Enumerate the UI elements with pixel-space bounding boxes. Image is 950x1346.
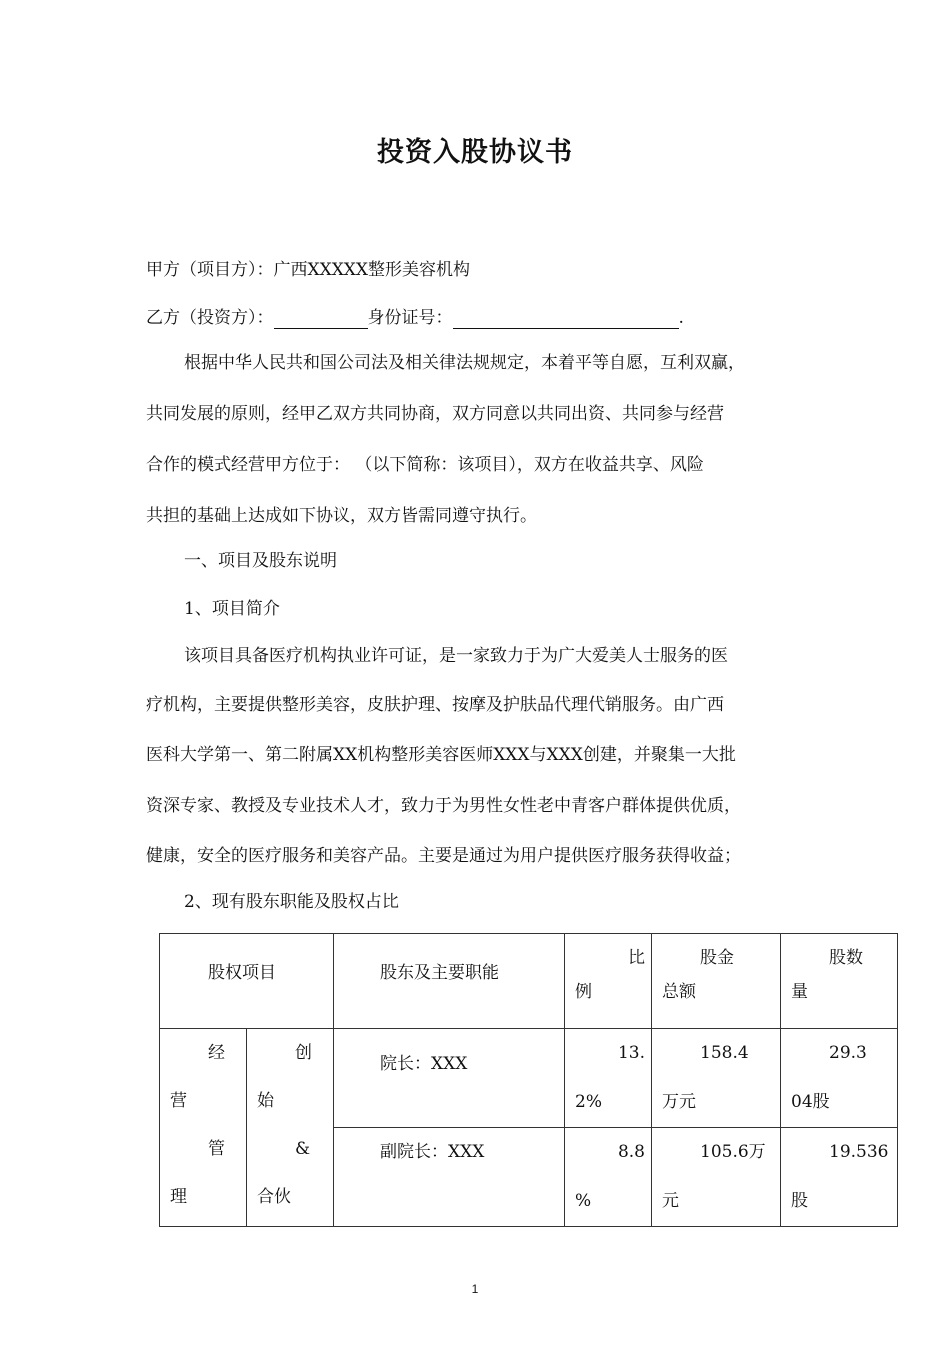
- header-ratio: 比 例: [565, 934, 652, 1029]
- header-equity-item: 股权项目: [160, 934, 334, 1029]
- id-number-label: 身份证号：: [367, 308, 453, 328]
- paragraph-line: 共担的基础上达成如下协议，双方皆需同遵守执行。: [146, 506, 537, 526]
- paragraph-line: 该项目具备医疗机构执业许可证，是一家致力于为广大爱美人士服务的医: [184, 646, 728, 666]
- shareholder-table: [159, 933, 898, 1227]
- subsection-heading: 1、项目简介: [184, 599, 280, 619]
- header-shareholder: 股东及主要职能: [334, 934, 565, 1029]
- amount-cell: 158.4 万元: [652, 1029, 781, 1128]
- amount-cell: 105.6万 元: [652, 1128, 781, 1227]
- party-b-line: [146, 307, 684, 329]
- group-cell-management: 经 营 管 理: [160, 1029, 247, 1227]
- shares-cell: 19.536 股: [781, 1128, 898, 1227]
- party-b-label: 乙方（投资方）：: [146, 308, 274, 328]
- party-a-line: 甲方（项目方）：广西XXXXX整形美容机构: [146, 260, 471, 280]
- role-cell: 院长：XXX: [334, 1029, 565, 1128]
- ratio-cell: 13. 2%: [565, 1029, 652, 1128]
- header-amount: 股金 总额: [652, 934, 781, 1029]
- document-title: 投资入股协议书: [377, 137, 573, 168]
- table-row: [160, 1029, 898, 1128]
- ratio-cell: 8.8 %: [565, 1128, 652, 1227]
- subsection-heading: 2、现有股东职能及股权占比: [184, 892, 399, 912]
- paragraph-line: 医科大学第一、第二附属XX机构整形美容医师XXX与XXX创建，并聚集一大批: [146, 745, 736, 765]
- paragraph-line: 健康，安全的医疗服务和美容产品。主要是通过为用户提供医疗服务获得收益；: [146, 846, 741, 866]
- header-shares: 股数 量: [781, 934, 898, 1029]
- page-number: 1: [471, 1282, 479, 1296]
- section-heading: 一、项目及股东说明: [184, 551, 337, 571]
- paragraph-line: 资深专家、教授及专业技术人才，致力于为男性女性老中青客户群体提供优质，: [146, 796, 741, 816]
- shares-cell: 29.3 04股: [781, 1029, 898, 1128]
- party-b-end: .: [678, 308, 684, 328]
- role-cell: 副院长：XXX: [334, 1128, 565, 1227]
- table-header-row: [160, 934, 898, 1029]
- paragraph-line: 合作的模式经营甲方位于： （以下简称：该项目），双方在收益共享、风险: [146, 455, 704, 475]
- paragraph-line: 根据中华人民共和国公司法及相关律法规规定，本着平等自愿，互利双赢，: [184, 353, 745, 373]
- paragraph-line: 疗机构，主要提供整形美容，皮肤护理、按摩及护肤品代理代销服务。由广西: [146, 695, 724, 715]
- paragraph-line: 共同发展的原则，经甲乙双方共同协商，双方同意以共同出资、共同参与经营: [146, 404, 724, 424]
- investor-name-blank: [274, 308, 368, 329]
- group-cell-founder: 创 始 & 合伙: [247, 1029, 334, 1227]
- id-number-blank: [453, 308, 679, 329]
